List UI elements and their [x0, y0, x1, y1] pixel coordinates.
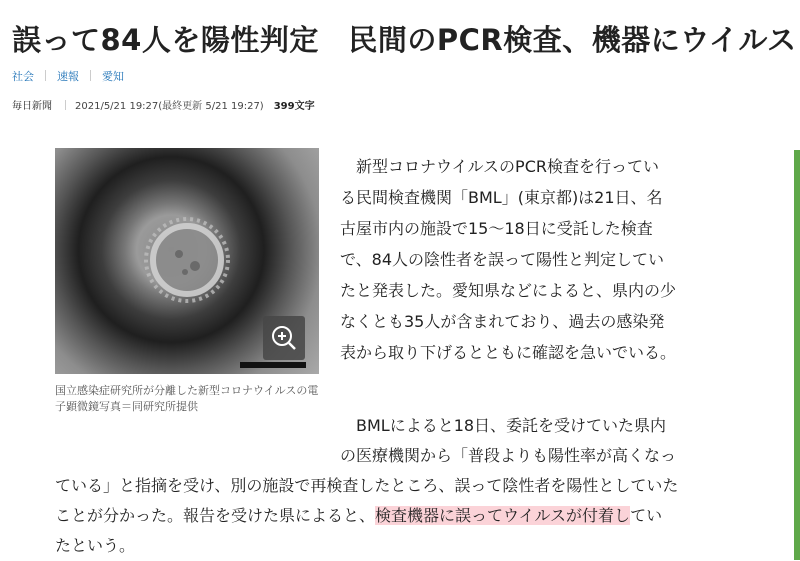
paragraph-line: ている」と指摘を受け、別の施設で再検査したところ、誤って陰性者を陽性としていた	[55, 476, 679, 495]
paragraph-line: で、84人の陰性者を誤って陽性と判定してい	[340, 250, 665, 269]
paragraph-line: なくとも35人が含まれており、過去の感染発	[340, 312, 665, 331]
category-society-link[interactable]: 社会	[12, 70, 34, 83]
paragraph-line: る民間検査機関「BML」(東京都)は21日、名	[340, 188, 663, 207]
category-divider	[45, 70, 46, 81]
category-aichi-link[interactable]: 愛知	[102, 70, 124, 83]
article-paragraph-1	[340, 151, 690, 368]
zoom-button[interactable]	[263, 316, 305, 360]
category-divider	[90, 70, 91, 81]
photo-scale-bar	[240, 362, 306, 368]
character-count: 399文字	[273, 101, 315, 112]
paragraph-line: 新型コロナウイルスのPCR検査を行ってい	[340, 157, 659, 176]
meta-divider	[65, 100, 66, 110]
text-segment: ことが分かった。報告を受けた県によると、	[55, 506, 376, 525]
side-accent-bar	[794, 150, 800, 560]
virus-particle-image	[135, 208, 239, 312]
paragraph-line: の医療機関から「普段よりも陽性率が高くなっ	[340, 446, 677, 465]
paragraph-line: たという。	[55, 536, 136, 555]
paragraph-line	[55, 500, 662, 531]
paragraph-line: 表から取り下げるとともに確認を急いでいる。	[340, 343, 677, 362]
paragraph-line: 古屋市内の施設で15〜18日に受託した検査	[340, 219, 653, 238]
zoom-in-icon	[263, 316, 305, 360]
publisher-name: 毎日新聞	[12, 101, 52, 112]
highlighted-text: 検査機器に誤ってウイルスが付着し	[375, 506, 631, 525]
category-links	[12, 68, 124, 84]
article-title: 誤って84人を陽性判定 民間のPCR検査、機器にウイルス	[12, 23, 797, 57]
publish-date: 2021/5/21 19:27(最終更新 5/21 19:27)	[75, 101, 264, 112]
article-meta	[12, 97, 315, 112]
category-breaking-link[interactable]: 速報	[57, 70, 79, 83]
paragraph-line: たと発表した。愛知県などによると、県内の少	[340, 281, 677, 300]
photo-caption: 国立感染症研究所が分離した新型コロナウイルスの電子顕微鏡写真＝同研究所提供	[55, 384, 319, 413]
text-segment: てい	[630, 506, 663, 525]
paragraph-line: BMLによると18日、委託を受けていた県内	[340, 416, 667, 435]
